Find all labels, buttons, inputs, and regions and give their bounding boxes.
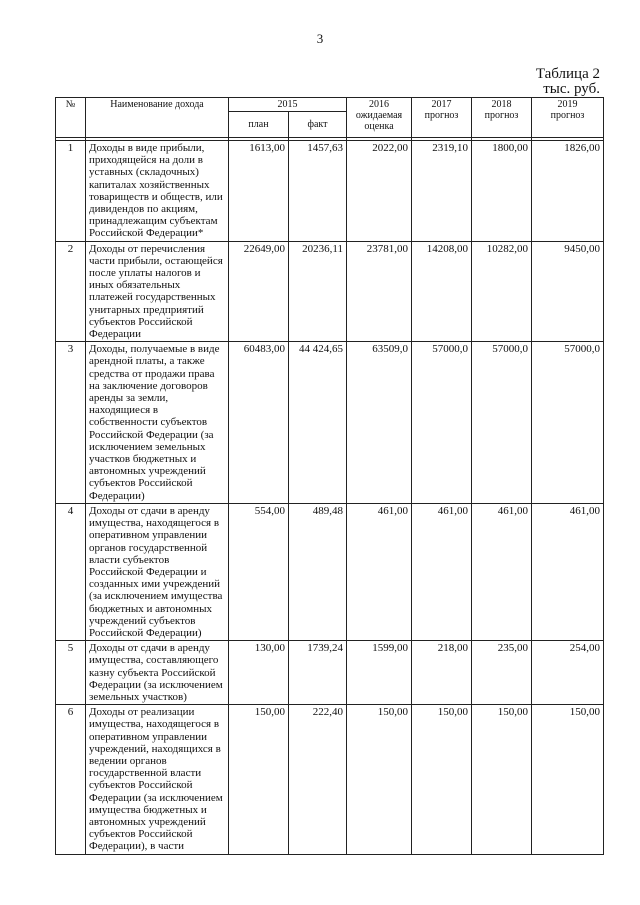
fact-2015: 1739,24 xyxy=(289,641,347,705)
forecast-2017: 2319,10 xyxy=(412,141,472,242)
forecast-2019: 150,00 xyxy=(532,705,604,854)
revenue-name: Доходы в виде прибыли, приходящейся на доли в уставных (складочных) капиталах хозяйственных товариществ и обществ, или дивидендов по акциям, принадлежащим субъектам Российской Федерации* xyxy=(86,141,229,242)
forecast-2018: 1800,00 xyxy=(472,141,532,242)
fact-2015: 222,40 xyxy=(289,705,347,854)
revenue-name: Доходы от сдачи в аренду имущества, составляющего казну субъекта Российской Федерации (за исключением земельных участков) xyxy=(86,641,229,705)
table-title: Таблица 2 xyxy=(535,66,600,82)
plan-2015: 22649,00 xyxy=(229,241,289,342)
row-number: 2 xyxy=(56,241,86,342)
page-number: 3 xyxy=(316,31,324,46)
plan-2015: 1613,00 xyxy=(229,141,289,242)
forecast-2019: 9450,00 xyxy=(532,241,604,342)
header-row-1 xyxy=(56,98,604,112)
forecast-2019: 57000,0 xyxy=(532,342,604,504)
header-number: № xyxy=(56,98,86,138)
forecast-2018: 10282,00 xyxy=(472,241,532,342)
forecast-2018: 461,00 xyxy=(472,503,532,640)
row-number: 3 xyxy=(56,342,86,504)
row-number: 4 xyxy=(56,503,86,640)
revenue-name: Доходы от сдачи в аренду имущества, находящегося в оперативном управлении органов государственной власти субъектов Российской Федерации и созданных ими учреждений (за исключением имущества бюджетных и автономных учреждений субъектов Российской Федерации) xyxy=(86,503,229,640)
forecast-2019: 1826,00 xyxy=(532,141,604,242)
estimate-2016: 23781,00 xyxy=(347,241,412,342)
forecast-2019: 461,00 xyxy=(532,503,604,640)
row-number: 1 xyxy=(56,141,86,242)
estimate-2016: 63509,0 xyxy=(347,342,412,504)
plan-2015: 60483,00 xyxy=(229,342,289,504)
revenue-name: Доходы от реализации имущества, находящегося в оперативном управлении учреждений, находящихся в ведении органов государственной власти субъектов Российской Федерации (за исключением имущества бюджетных и автономных учреждений субъектов Российской Федерации), в части xyxy=(86,705,229,854)
row-number: 6 xyxy=(56,705,86,854)
header-2015-fact: факт xyxy=(289,112,347,138)
header-year-2018 xyxy=(472,98,532,138)
forecast-2017: 57000,0 xyxy=(412,342,472,504)
estimate-2016: 150,00 xyxy=(347,705,412,854)
forecast-2018: 235,00 xyxy=(472,641,532,705)
forecast-2018: 57000,0 xyxy=(472,342,532,504)
forecast-2019: 254,00 xyxy=(532,641,604,705)
header-2018-sub: прогноз xyxy=(484,110,519,121)
table-row xyxy=(56,342,604,504)
table-row xyxy=(56,241,604,342)
estimate-2016: 1599,00 xyxy=(347,641,412,705)
header-year-2017 xyxy=(412,98,472,138)
header-2018-year: 2018 xyxy=(491,99,512,110)
estimate-2016: 461,00 xyxy=(347,503,412,640)
fact-2015: 44 424,65 xyxy=(289,342,347,504)
estimate-2016: 2022,00 xyxy=(347,141,412,242)
forecast-2017: 461,00 xyxy=(412,503,472,640)
revenue-name: Доходы, получаемые в виде арендной платы, а также средства от продажи права на заключение договоров аренды за земли, находящиеся в собственности субъектов Российской Федерации (за исключением земельных участков бюджетных и автономных учреждений субъектов Российской Федерации) xyxy=(86,342,229,504)
table-unit: тыс. руб. xyxy=(543,81,600,97)
header-2015-plan: план xyxy=(229,112,289,138)
fact-2015: 20236,11 xyxy=(289,241,347,342)
forecast-2017: 218,00 xyxy=(412,641,472,705)
header-2017-year: 2017 xyxy=(431,99,452,110)
header-2016-sub: ожидаемая оценка xyxy=(355,110,403,132)
header-2019-year: 2019 xyxy=(557,99,578,110)
row-number: 5 xyxy=(56,641,86,705)
revenue-name: Доходы от перечисления части прибыли, остающейся после уплаты налогов и иных обязательных платежей государственных унитарных предприятий субъектов Российской Федерации xyxy=(86,241,229,342)
header-2019-sub: прогноз xyxy=(550,110,585,121)
table-row xyxy=(56,503,604,640)
table-row xyxy=(56,705,604,854)
table-body xyxy=(56,141,604,855)
plan-2015: 130,00 xyxy=(229,641,289,705)
header-revenue-name: Наименование дохода xyxy=(86,98,229,138)
table-row xyxy=(56,641,604,705)
header-year-2016 xyxy=(347,98,412,138)
forecast-2018: 150,00 xyxy=(472,705,532,854)
header-year-2019 xyxy=(532,98,604,138)
revenue-table xyxy=(55,97,604,855)
table-row xyxy=(56,141,604,242)
plan-2015: 554,00 xyxy=(229,503,289,640)
fact-2015: 489,48 xyxy=(289,503,347,640)
plan-2015: 150,00 xyxy=(229,705,289,854)
forecast-2017: 14208,00 xyxy=(412,241,472,342)
header-2016-year: 2016 xyxy=(369,99,389,110)
fact-2015: 1457,63 xyxy=(289,141,347,242)
header-year-2015: 2015 xyxy=(229,98,347,112)
header-2017-sub: прогноз xyxy=(424,110,459,121)
forecast-2017: 150,00 xyxy=(412,705,472,854)
